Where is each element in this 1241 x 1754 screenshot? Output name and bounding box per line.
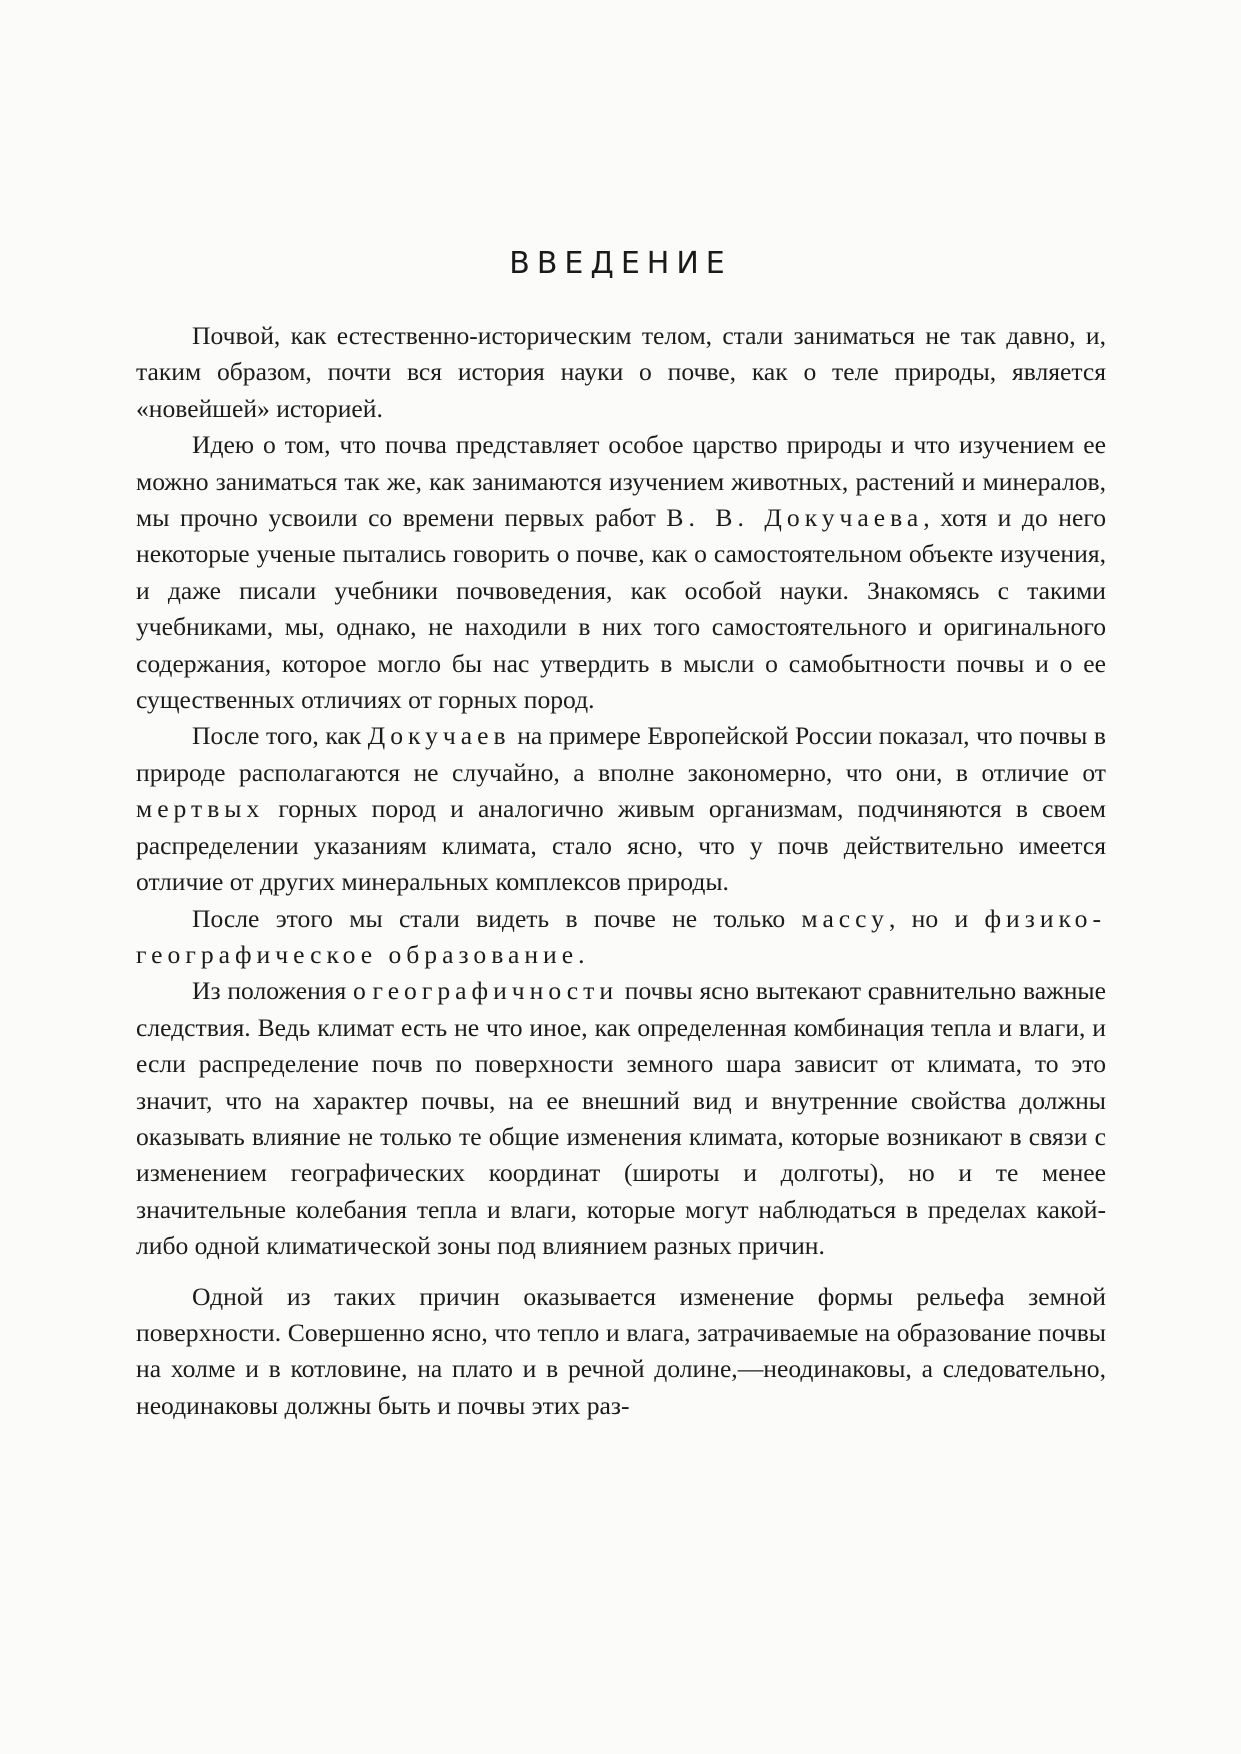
text-run: Из положения о: [192, 976, 373, 1006]
paragraph: [136, 427, 1106, 718]
spaced-emphasis: В. В. Докучаева: [666, 503, 924, 533]
text-run: Идею о том, что почва представляет особое царство природы и что изучением ее можно заниматься так же, как занимаются изучением животных, растений и минералов, мы прочно усвоили со времени первых работ: [136, 430, 1106, 533]
text-run: Одной из таких причин оказывается изменение формы рельефа земной поверхности. Совершенно ясно, что тепло и влага, затрачиваемые на образование почвы на холме и в котловине, на плато и в речной долине,—неодинаковы, а следовательно, неодинаковы должны быть и почвы этих раз-: [136, 1281, 1106, 1420]
paragraph: [136, 901, 1106, 974]
spaced-emphasis: массу: [801, 903, 889, 933]
text-run: , но и: [888, 903, 985, 933]
text-run: После этого мы стали видеть в почве не только: [192, 903, 802, 933]
text-run: .: [578, 939, 585, 969]
text-run: , хотя и до него некоторые ученые пытались говорить о почве, как о самостоятельном объекте изучения, и даже писали учебники почвоведения, как особой науки. Знакомясь с такими учебниками, мы, однако, не находили в них того самостоятельного и оригинального содержания, которое могло бы нас утвердить в мысли о самобытности почвы и о ее существенных отличиях от горных пород.: [136, 503, 1107, 715]
paragraph: [136, 973, 1106, 1264]
paragraph: [136, 718, 1106, 900]
page-title: ВВЕДЕНИЕ: [509, 246, 732, 281]
spaced-emphasis: Докучаев: [367, 721, 511, 751]
text-run: горных пород и аналогично живым организмам, подчиняются в своем распределении указаниям климата, стало ясно, что у почв действительно имеется отличие от других минеральных комплексов природы.: [136, 794, 1106, 897]
spaced-emphasis: мертвых: [136, 794, 265, 824]
paragraph: [136, 1279, 1106, 1425]
spaced-emphasis: географичности: [372, 976, 619, 1006]
text-run: После того, как: [192, 721, 368, 751]
text-run: на примере Европейской России показал, что почвы в природе располагаются не случайно, а вполне закономерно, что они, в отличие от: [136, 721, 1106, 787]
body-text: [136, 318, 1106, 1424]
spaced-emphasis: физико-географическое образование: [136, 903, 1106, 969]
paragraph: [136, 318, 1106, 427]
text-run: Почвой, как естественно-историческим телом, стали заниматься не так давно, и, таким образом, почти вся история науки о почве, как о теле природы, является «новейшей» историей.: [136, 321, 1106, 423]
text-run: почвы ясно вытекают сравнительно важные следствия. Ведь климат есть не что иное, как определенная комбинация тепла и влаги, и если распределение почв по поверхности земного шара зависит от климата, то это значит, что на характер почвы, на ее внешний вид и внутренние свойства должны оказывать влияние не только те общие изменения климата, которые возникают в связи с изменением географических координат (широты и долготы), но и те менее значительные колебания тепла и влаги, которые могут наблюдаться в пределах какой-либо одной климатической зоны под влиянием разных причин.: [136, 976, 1106, 1261]
